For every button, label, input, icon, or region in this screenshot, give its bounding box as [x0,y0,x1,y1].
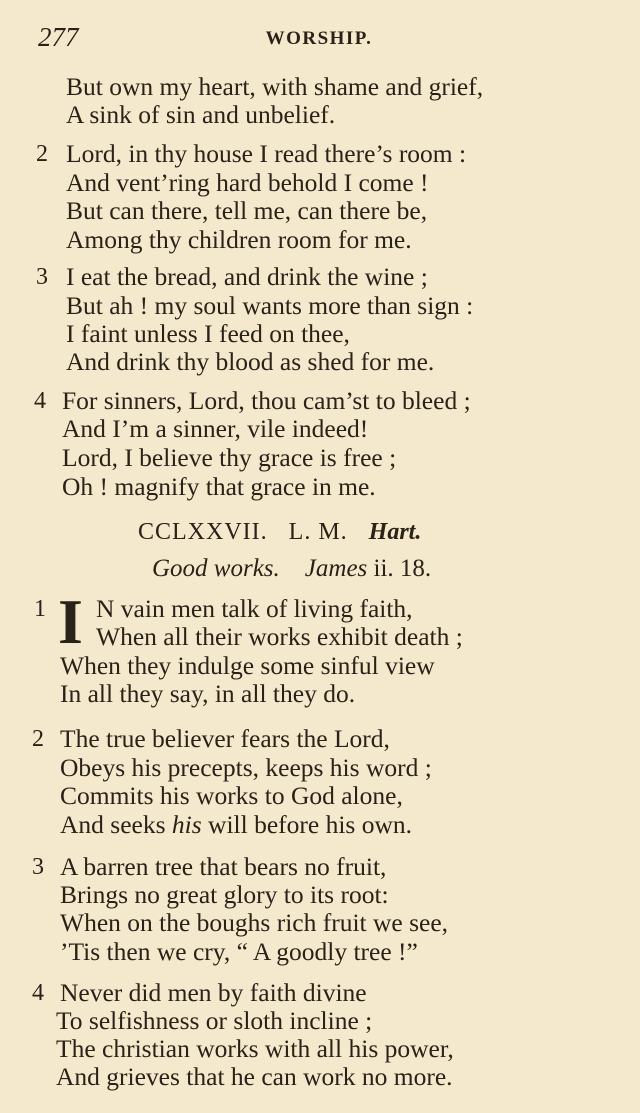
drop-cap: I [58,586,83,657]
verse-number: 1 [34,596,46,622]
verse-line: When on the boughs rich fruit we see, [60,908,449,937]
verse-line: But ah ! my soul wants more than sign : [66,291,474,320]
verse-line: For sinners, Lord, thou cam’st to bleed ; [62,386,471,415]
verse-line: In all they say, in all they do. [60,679,356,708]
verse-line: Oh ! magnify that grace in me. [62,472,376,501]
verse-line: Obeys his precepts, keeps his word ; [60,753,432,782]
verse-line: Commits his works to God alone, [60,781,403,810]
verse-line: A sink of sin and unbelief. [66,100,336,129]
verse-line: When all their works exhibit death ; [96,622,463,651]
verse-line: But can there, tell me, can there be, [66,196,428,225]
verse-line: ’Tis then we cry, “ A goodly tree !” [60,937,418,966]
verse-line: To selfishness or sloth incline ; [56,1006,373,1035]
verse-number: 4 [32,980,44,1006]
running-title: WORSHIP. [265,28,373,49]
page-header [38,22,600,62]
verse-line: I faint unless I feed on thee, [66,319,350,348]
verse-line: When they indulge some sinful view [60,651,435,680]
line-text: And seeks [60,810,172,839]
hymn-heading [138,519,421,546]
verse-line: I eat the bread, and drink the wine ; [66,262,428,291]
verse-line: A barren tree that bears no fruit, [60,852,387,881]
verse-number: 2 [32,726,44,752]
scripture-ref: ii. 18. [373,555,432,582]
verse-line: Lord, in thy house I read there’s room : [66,139,467,168]
verse-line: Lord, I believe thy grace is free ; [62,443,397,472]
hymn-number: CCLXXVII. [138,519,268,545]
page-number: 277 [38,22,79,52]
verse-line: And drink thy blood as shed for me. [66,347,435,376]
hymn-meter: L. M. [288,519,348,545]
verse-number: 2 [36,141,48,167]
hymn-author: Hart. [368,519,422,545]
verse-line: Brings no great glory to its root: [60,880,389,909]
line-text: will before his own. [201,810,413,839]
emphasis-word: his [171,810,202,839]
verse-line: But own my heart, with shame and grief, [66,72,484,101]
verse-number: 3 [32,854,44,880]
verse-number: 4 [34,388,46,414]
verse-line: N vain men talk of living faith, [96,594,413,623]
verse-line: And I’m a sinner, vile indeed! [62,414,369,443]
verse-line: Among thy children room for me. [66,225,412,254]
verse-number: 3 [36,264,48,290]
hymn-subtitle [152,555,431,583]
verse-line: And grieves that he can work no more. [56,1062,453,1091]
scripture-book: James [304,555,368,582]
verse-line [60,810,412,840]
verse-line: And vent’ring hard behold I come ! [66,168,429,197]
verse-line: The true believer fears the Lord, [60,724,390,753]
verse-line: The christian works with all his power, [56,1034,454,1063]
subtitle-text: Good works. [152,555,280,582]
verse-line: Never did men by faith divine [60,978,367,1007]
